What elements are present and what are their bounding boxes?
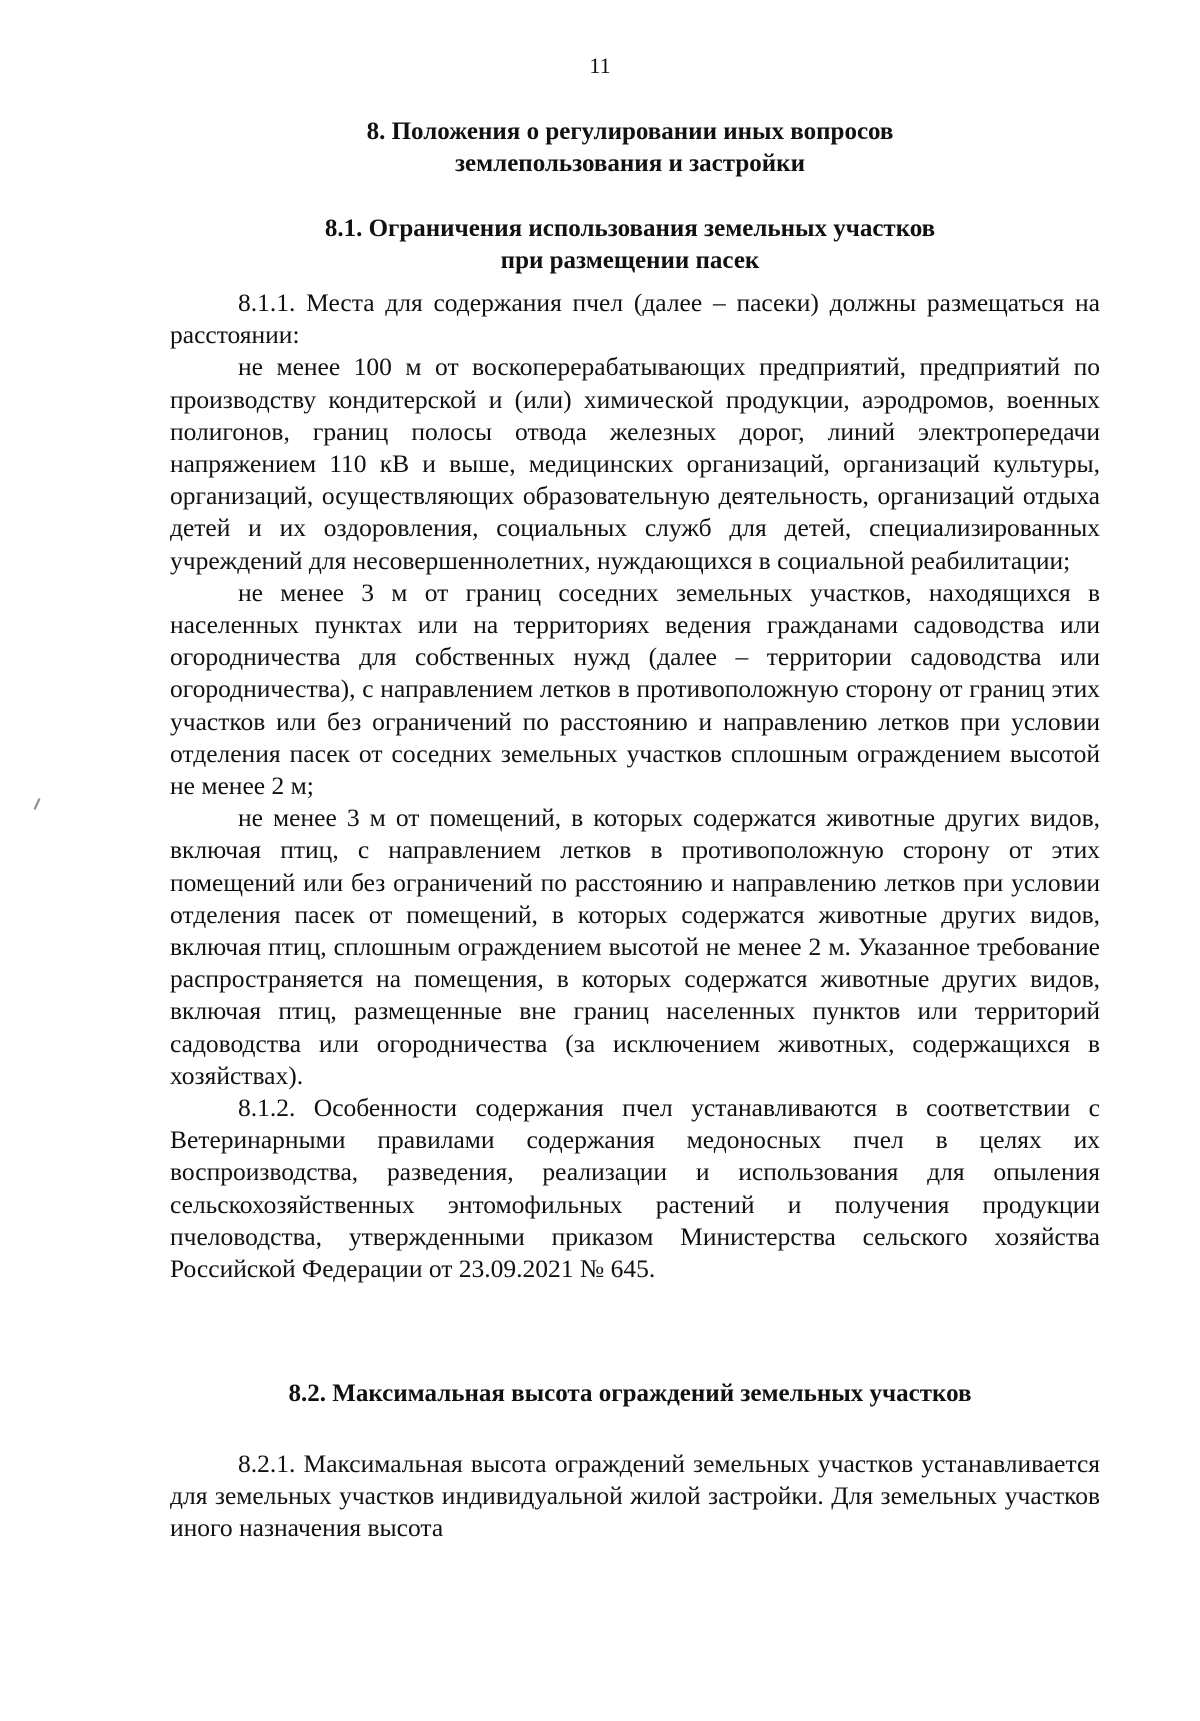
paragraph-distance-3m-premises: не менее 3 м от помещений, в которых содержатся животные других видов, включая птиц, с направлением летков в противоположную сторону от этих помещений или без ограничений по расстоянию и направлению летков при условии отделения пасек от помещений, в которых содержатся животные других видов, включая птиц, сплошным ограждением высотой не менее 2 м. Указанное требование распространяется на помещения, в которых содержатся животные других видов, включая птиц, размещенные вне границ населенных пунктов или территорий садоводства или огородничества (за исключением животных, содержащихся в хозяйствах). [170,803,1100,1090]
section-8-2-body [170,1448,1100,1545]
paragraph-8-2-1: 8.2.1. Максимальная высота ограждений земельных участков устанавливается для земельных участков индивидуальной жилой застройки. Для земельных участков иного назначения высота [170,1449,1100,1543]
section-8-1-heading-line-1: 8.1. Ограничения использования земельных участков [324,215,936,242]
paragraph-8-1-2: 8.1.2. Особенности содержания пчел устанавливаются в соответствии с Ветеринарными правилами содержания медоносных пчел в целях их воспроизводства, разведения, реализации и использования для опыления сельскохозяйственных энтомофильных растений и получения продукции пчеловодства, утвержденными приказом Министерства сельского хозяйства Российской Федерации от 23.09.2021 № 645. [170,1093,1100,1284]
section-8-2-heading-line: 8.2. Максимальная высота ограждений земельных участков [288,1380,972,1407]
page-number: 11 [589,53,611,78]
paragraph-8-1-1: 8.1.1. Места для содержания пчел (далее – пасеки) должны размещаться на расстоянии: [170,288,1100,350]
section-8-heading-line-2: землепользования и застройки [455,150,805,177]
paragraph-distance-3m-plots: не менее 3 м от границ соседних земельных участков, находящихся в населенных пунктах или на территориях ведения гражданами садоводства или огородничества для собственных нужд (далее – территории садоводства или огородничества), с направлением летков в противоположную сторону от границ этих участков или без ограничений по расстоянию и направлению летков при условии отделения пасек от соседних земельных участков сплошным ограждением высотой не менее 2 м; [170,577,1100,801]
section-8-1-body [170,287,1100,1285]
scan-mark [34,798,41,810]
section-8-1-heading [150,213,1110,277]
section-8-heading [150,116,1110,180]
paragraph-distance-100m: не менее 100 м от воскоперерабатывающих предприятий, предприятий по производству кондитерской и (или) химической продукции, аэродромов, военных полигонов, границ полосы отвода железных дорог, линий электропередачи напряжением 110 кВ и выше, медицинских организаций, организаций культуры, организаций, осуществляющих образовательную деятельность, организаций отдыха детей и их оздоровления, социальных служб для детей, специализированных учреждений для несовершеннолетних, нуждающихся в социальной реабилитации; [170,352,1100,575]
section-8-heading-line-1: 8. Положения о регулировании иных вопросов [366,118,894,145]
section-8-2-heading [150,1378,1110,1410]
section-8-1-heading-line-2: при размещении пасек [500,247,760,274]
